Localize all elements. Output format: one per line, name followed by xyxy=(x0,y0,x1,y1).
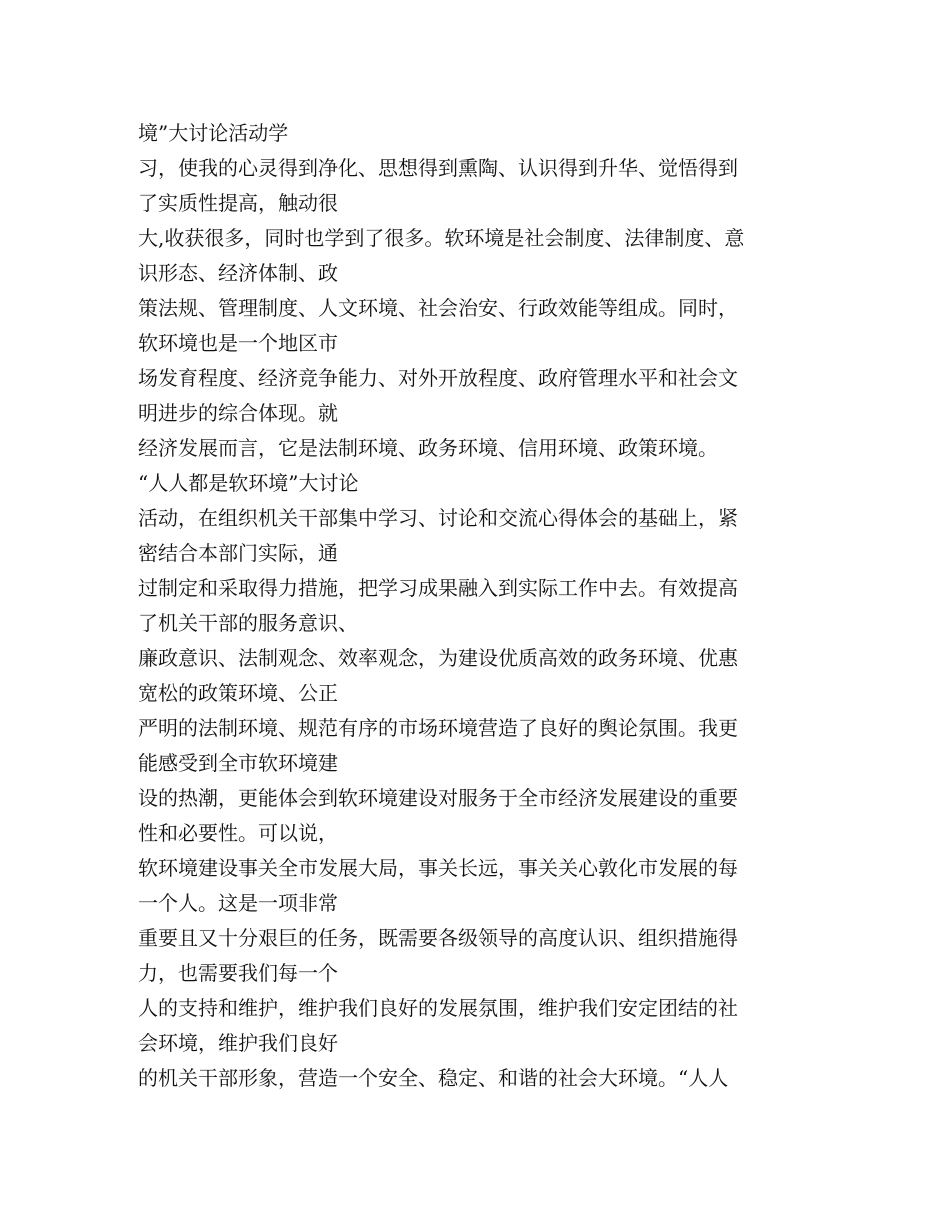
text-line: 宽松的政策环境、公正 xyxy=(138,681,338,705)
text-line: 的机关干部形象，营造一个安全、稳定、和谐的社会大环境。“人人 xyxy=(138,1066,729,1090)
text-line: 人的支持和维护，维护我们良好的发展氛围，维护我们安定团结的社 xyxy=(138,996,738,1020)
text-line: 严明的法制环境、规范有序的市场环境营造了良好的舆论氛围。我更 xyxy=(138,716,738,740)
text-line: 经济发展而言，它是法制环境、政务环境、信用环境、政策环境。 xyxy=(138,436,718,460)
text-line: 一个人。这是一项非常 xyxy=(138,891,338,915)
text-line: 性和必要性。可以说， xyxy=(138,821,338,845)
text-line: 了机关干部的服务意识、 xyxy=(138,611,358,635)
text-line: 重要且又十分艰巨的任务，既需要各级领导的高度认识、组织措施得 xyxy=(138,926,738,950)
text-line: 习，使我的心灵得到净化、思想得到熏陶、认识得到升华、觉悟得到 xyxy=(138,156,738,180)
body-text xyxy=(138,116,818,1096)
text-line: 场发育程度、经济竞争能力、对外开放程度、政府管理水平和社会文 xyxy=(138,366,738,390)
text-line: 明进步的综合体现。就 xyxy=(138,401,338,425)
text-line: 软环境建设事关全市发展大局，事关长远，事关关心敦化市发展的每 xyxy=(138,856,738,880)
text-line: 密结合本部门实际，通 xyxy=(138,541,338,565)
text-line: 廉政意识、法制观念、效率观念，为建设优质高效的政务环境、优惠 xyxy=(138,646,738,670)
text-line: 软环境也是一个地区市 xyxy=(138,331,338,355)
text-line: 设的热潮，更能体会到软环境建设对服务于全市经济发展建设的重要 xyxy=(138,786,738,810)
text-line: 会环境，维护我们良好 xyxy=(138,1031,338,1055)
text-line: 策法规、管理制度、人文环境、社会治安、行政效能等组成。同时， xyxy=(138,296,738,320)
text-line: “人人都是软环境”大讨论 xyxy=(138,471,359,495)
text-line: 大,收获很多，同时也学到了很多。软环境是社会制度、法律制度、意 xyxy=(138,226,745,250)
text-line: 识形态、经济体制、政 xyxy=(138,261,338,285)
text-line: 活动，在组织机关干部集中学习、讨论和交流心得体会的基础上，紧 xyxy=(138,506,738,530)
text-line: 境”大讨论活动学 xyxy=(138,121,289,145)
text-line: 过制定和采取得力措施，把学习成果融入到实际工作中去。有效提高 xyxy=(138,576,738,600)
text-line: 了实质性提高，触动很 xyxy=(138,191,338,215)
text-line: 能感受到全市软环境建 xyxy=(138,751,338,775)
text-line: 力，也需要我们每一个 xyxy=(138,961,338,985)
